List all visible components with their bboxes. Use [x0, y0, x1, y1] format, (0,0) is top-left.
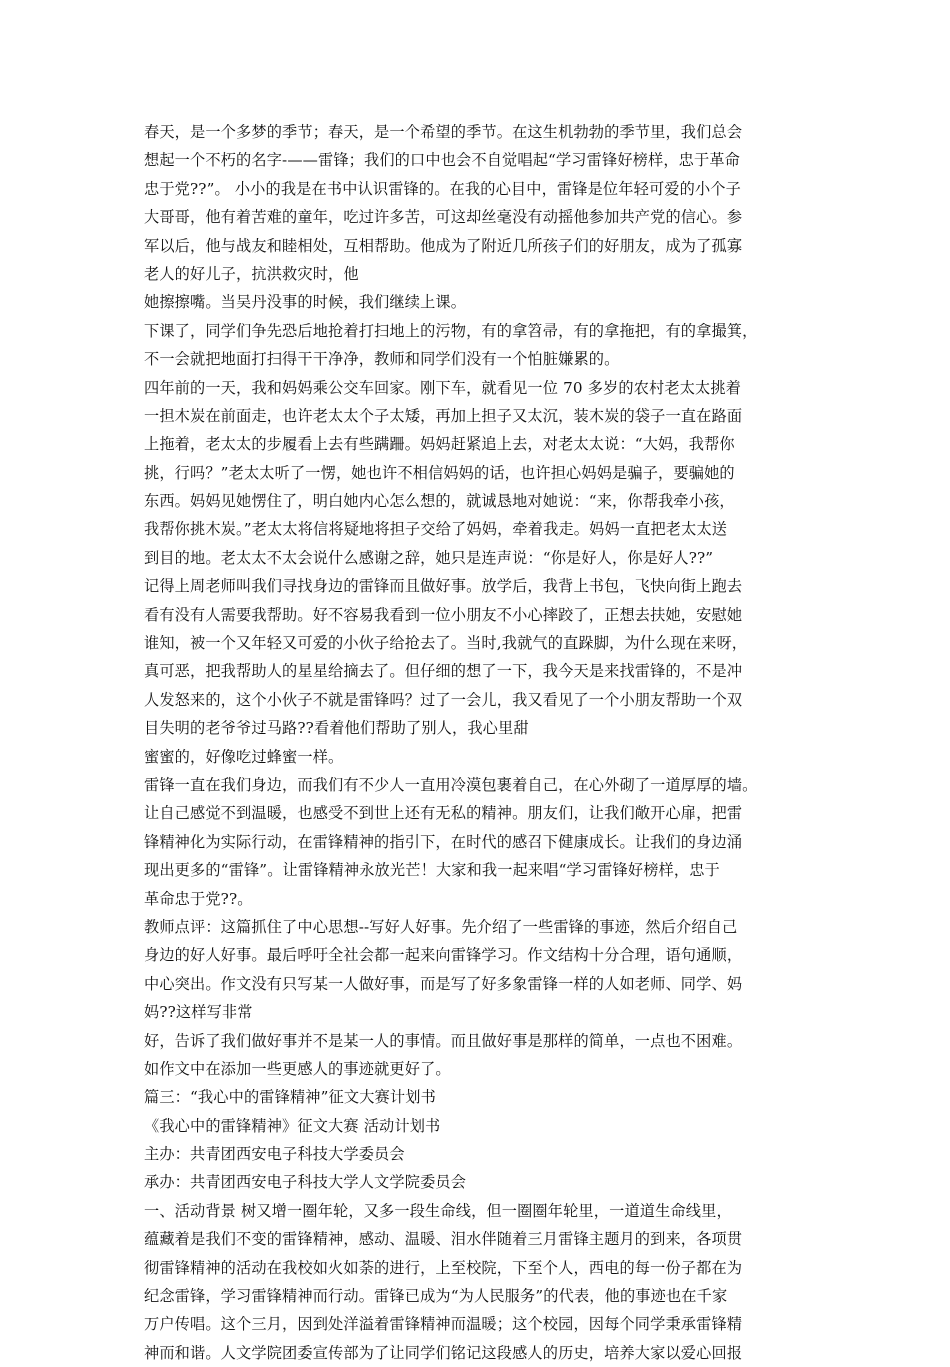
- text-line: 《我心中的雷锋精神》征文大赛 活动计划书: [144, 1116, 441, 1135]
- text-line: 春天，是一个多梦的季节；春天，是一个希望的季节。在这生机勃勃的季节里，我们总会: [144, 123, 743, 141]
- text-line: 彻雷锋精神的活动在我校如火如荼的进行，上至校院，下至个人，西电的每一份子都在为: [144, 1258, 743, 1277]
- text-line: 神而和谐。人文学院团委宣传部为了让同学们铭记这段感人的历史，培养大家以爱心回报: [144, 1343, 743, 1362]
- text-line: 一、活动背景 树又增一圈年轮，又多一段生命线，但一圈圈年轮里，一道道生命线里，: [144, 1201, 732, 1220]
- text-line: 教师点评：这篇抓住了中心思想--写好人好事。先介绍了一些雷锋的事迹，然后介绍自己: [144, 917, 738, 936]
- text-line: 军以后，他与战友和睦相处，互相帮助。他成为了附近几所孩子们的好朋友，成为了孤寡: [144, 236, 743, 255]
- text-line: 万户传唱。这个三月，因到处洋溢着雷锋精神而温暖；这个校园，因每个同学秉承雷锋精: [144, 1315, 743, 1334]
- text-line: 革命忠于党??。: [144, 889, 253, 908]
- text-line: 人发怒来的，这个小伙子不就是雷锋吗？过了一会儿，我又看见了一个小朋友帮助一个双: [144, 690, 743, 709]
- text-line: 不一会就把地面打扫得干干净净，教师和同学们没有一个怕脏嫌累的。: [144, 350, 620, 369]
- text-line: 主办：共青团西安电子科技大学委员会: [144, 1145, 405, 1164]
- text-line: 我帮你挑木炭。”老太太将信将疑地将担子交给了妈妈，牵着我走。妈妈一直把老太太送: [144, 520, 728, 539]
- text-line: 蜜蜜的，好像吃过蜂蜜一样。: [144, 747, 344, 766]
- text-line: 她擦擦嘴。当吴丹没事的时候，我们继续上课。: [144, 293, 467, 312]
- text-line: 中心突出。作文没有只写某一人做好事，而是写了好多象雷锋一样的人如老师、同学、妈: [144, 974, 743, 993]
- text-line: 大哥哥，他有着苦难的童年，吃过许多苦，可这却丝毫没有动摇他参加共产党的信心。参: [144, 208, 743, 227]
- text-line: 承办：共青团西安电子科技大学人文学院委员会: [144, 1173, 467, 1192]
- text-line: 蕴藏着是我们不变的雷锋精神，感动、温暖、泪水伴随着三月雷锋主题月的到来，各项贯: [144, 1230, 743, 1249]
- text-line: 雷锋一直在我们身边，而我们有不少人一直用冷漠包裹着自己，在心外砌了一道厚厚的墙。: [144, 775, 758, 794]
- text-line: 现出更多的“雷锋”。让雷锋精神永放光芒！大家和我一起来唱“学习雷锋好榜样，忠于: [144, 861, 720, 880]
- text-line: 如作文中在添加一些更感人的事迹就更好了。: [144, 1059, 451, 1078]
- text-line: 到目的地。老太太不太会说什么感谢之辞，她只是连声说：“你是好人，你是好人??”: [144, 548, 714, 567]
- text-line: 四年前的一天，我和妈妈乘公交车回家。刚下车，就看见一位 70 多岁的农村老太太挑着: [144, 378, 742, 397]
- text-line: 记得上周老师叫我们寻找身边的雷锋而且做好事。放学后，我背上书包，飞快向街上跑去: [144, 577, 743, 596]
- text-line: 妈??这样写非常: [144, 1003, 253, 1022]
- text-line: 上拖着，老太太的步履看上去有些蹒跚。妈妈赶紧追上去，对老太太说：“大妈，我帮你: [144, 435, 735, 454]
- text-line: 好，告诉了我们做好事并不是某一人的事情。而且做好事是那样的简单，一点也不困难。: [144, 1031, 743, 1050]
- text-line: 真可恶，把我帮助人的星星给摘去了。但仔细的想了一下，我今天是来找雷锋的，不是冲: [144, 662, 743, 681]
- text-line: 目失明的老爷爷过马路??看着他们帮助了别人，我心里甜: [144, 719, 529, 738]
- text-line: 让自己感觉不到温暖，也感受不到世上还有无私的精神。朋友们，让我们敞开心扉，把雷: [144, 804, 743, 823]
- text-line: 锋精神化为实际行动，在雷锋精神的指引下，在时代的感召下健康成长。让我们的身边涌: [144, 832, 743, 851]
- text-line: 老人的好儿子，抗洪救灾时，他: [144, 264, 359, 283]
- text-line: 忠于党??”。 小小的我是在书中认识雷锋的。在我的心目中，雷锋是位年轻可爱的小个子: [144, 179, 741, 198]
- text-line: 篇三：“我心中的雷锋精神”征文大赛计划书: [144, 1088, 436, 1107]
- text-line: 东西。妈妈见她愣住了，明白她内心怎么想的，就诚恳地对她说：“来，你帮我牵小孩，: [144, 492, 735, 511]
- text-line: 想起一个不朽的名字-——雷锋；我们的口中也会不自觉唱起“学习雷锋好榜样，忠于革命: [144, 151, 741, 170]
- text-line: 看有没有人需要我帮助。好不容易我看到一位小朋友不小心摔跤了，正想去扶她，安慰她: [144, 605, 743, 624]
- text-line: 挑，行吗？”老太太听了一愣，她也许不相信妈妈的话，也许担心妈妈是骗子，要骗她的: [144, 463, 735, 482]
- text-line: 身边的好人好事。最后呼吁全社会都一起来向雷锋学习。作文结构十分合理，语句通顺，: [144, 946, 743, 965]
- text-line: 谁知，被一个又年轻又可爱的小伙子给抢去了。当时,我就气的直跺脚，为什么现在来呀，: [144, 634, 748, 653]
- text-line: 下课了，同学们争先恐后地抢着打扫地上的污物，有的拿笤帚，有的拿拖把，有的拿撮箕，: [144, 321, 758, 340]
- text-line: 一担木炭在前面走，也许老太太个子太矮，再加上担子又太沉，装木炭的袋子一直在路面: [144, 406, 743, 425]
- document-body: [144, 118, 824, 1367]
- text-line: 纪念雷锋，学习雷锋精神而行动。雷锋已成为“为人民服务”的代表，他的事迹也在千家: [144, 1287, 728, 1306]
